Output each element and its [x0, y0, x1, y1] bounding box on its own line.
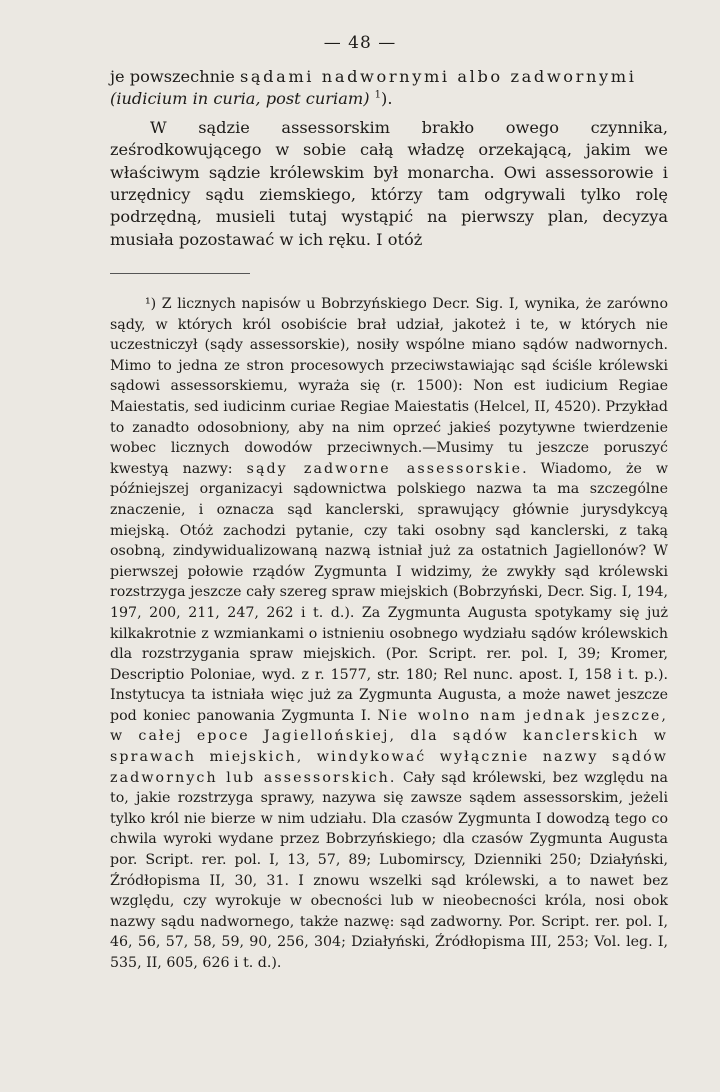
footnote-part-3: Cały sąd królewski, bez względu na to, jakie rozstrzyga sprawy, nazywa się zawsze sądem assessorskim, jeżeli tylko król nie bierze w nim udziału. Dla czasów Zygmunta I dowodzą tego co chwila wyroki wydane przez Bobrzyńskiego; dla czasów Zygmunta Augusta por. Script. rer. pol. I, 13, 57, 89; Lubomirscy, Dzienniki 250; Działyński, Źródłopisma II, 30, 31. I znowu wszelki sąd królewski, a to nawet bez względu, czy wyrokuje w obecności lub w nieobecności króla, nosi obok nazwy sądu nadwornego, także nazwę: sąd zadworny. Por. Script. rer. pol. I, 46, 56, 57, 58, 59, 90, 256, 304; Działyński, Źródłopisma III, 253; Vol. leg. I, 535, II, 605, 626 i t. d.). [110, 769, 668, 971]
paragraph-1-latin: (iudicium in curia, post curiam) [110, 89, 370, 109]
footnote-part-1: Z licznych napisów u Bobrzyńskiego Decr. Sig. I, wynika, że zarówno sądy, w których król osobiście brał udział, jakoteż i te, w których nie uczestniczył (sądy assessorskie), nosiły wspólne miano sądów nadwornych. Mimo to jedna ze stron procesowych przeciwstawiając sąd ściśle królewski sądowi assessorskiemu, wyraża się (r. 1500): Non est iudicium Regiae Maiestatis, sed iudicinm curiae Regiae Maiestatis (Helcel, II, 4520). Przykład to zanadto odosobniony, aby na nim oprzeć jakieś pozytywne twierdzenie wobec licznych dowodów przeciwnych.—Musimy tu jeszcze poruszyć kwestyą nazwy: [110, 296, 668, 477]
footnote [110, 294, 668, 974]
paragraph-1-end: ). [381, 89, 393, 109]
page-number: — 48 — [323, 33, 397, 53]
paragraph-1-start: je powszechnie [110, 67, 240, 86]
paragraph-2: W sądzie assessorskim brakło owego czynnika, ześrodkowującego w sobie całą władzę orzekającą, jakim we właściwym sądzie królewskim był monarcha. Owi assessorowie i urzędnicy sądu ziemskiego, którzy tam odgrywali tylko rolę podrzędną, musieli tutaj wystąpić na pierwszy plan, decyzya musiała pozostawać w ich ręku. I otóż [110, 117, 668, 249]
footnote-ref: 1 [374, 90, 382, 102]
footnote-spaced-2: Nie wolno nam jednak jeszcze, w całej epoce Jagiellońskiej, dla sądów kanclerskich w sprawach miejskich, windykować wyłącznie nazwy sądów zadwornych lub assessorskich. [110, 707, 668, 786]
footnote-marker: ¹) [145, 296, 157, 312]
footnote-spaced-1: sądy zadworne assessorskie [246, 460, 523, 477]
footnote-1 [110, 294, 668, 974]
footnote-part-2: . Wiadomo, że w późniejszej organizacyi sądownictwa polskiego nazwa ta ma szczególne znaczenie, i oznacza sąd kanclerski, sprawujący głównie jurysdykcyą miejską. Otóż zachodzi pytanie, czy taki osobny sąd kanclerski, z taką osobną, zindywidualizowaną nazwą istniał już za ostatnich Jagiellonów? W pierwszej połowie rządów Zygmunta I widzimy, że zwykły sąd królewski rozstrzyga jeszcze cały szereg spraw miejskich (Bobrzyński, Decr. Sig. I, 194, 197, 200, 211, 247, 262 i t. d.). Za Zygmunta Augusta spotykamy się już kilkakrotnie z wzmiankami o istnieniu osobnego wydziału sądów królewskich dla rozstrzygania spraw miejskich. (Por. Script. rer. pol. I, 39; Kromer, Descriptio Poloniae, wyd. z r. 1577, str. 180; Rel nunc. apost. I, 158 i t. p.). Instytucya ta istniała więc już za Zygmunta Augusta, a może nawet jeszcze pod koniec panowania Zygmunta I. [110, 460, 669, 724]
paragraph-1 [110, 66, 668, 111]
paragraph-1-spaced: sądami nadwornymi albo zadwornymi [239, 67, 637, 86]
main-text [110, 66, 668, 251]
footnote-divider [110, 273, 250, 274]
